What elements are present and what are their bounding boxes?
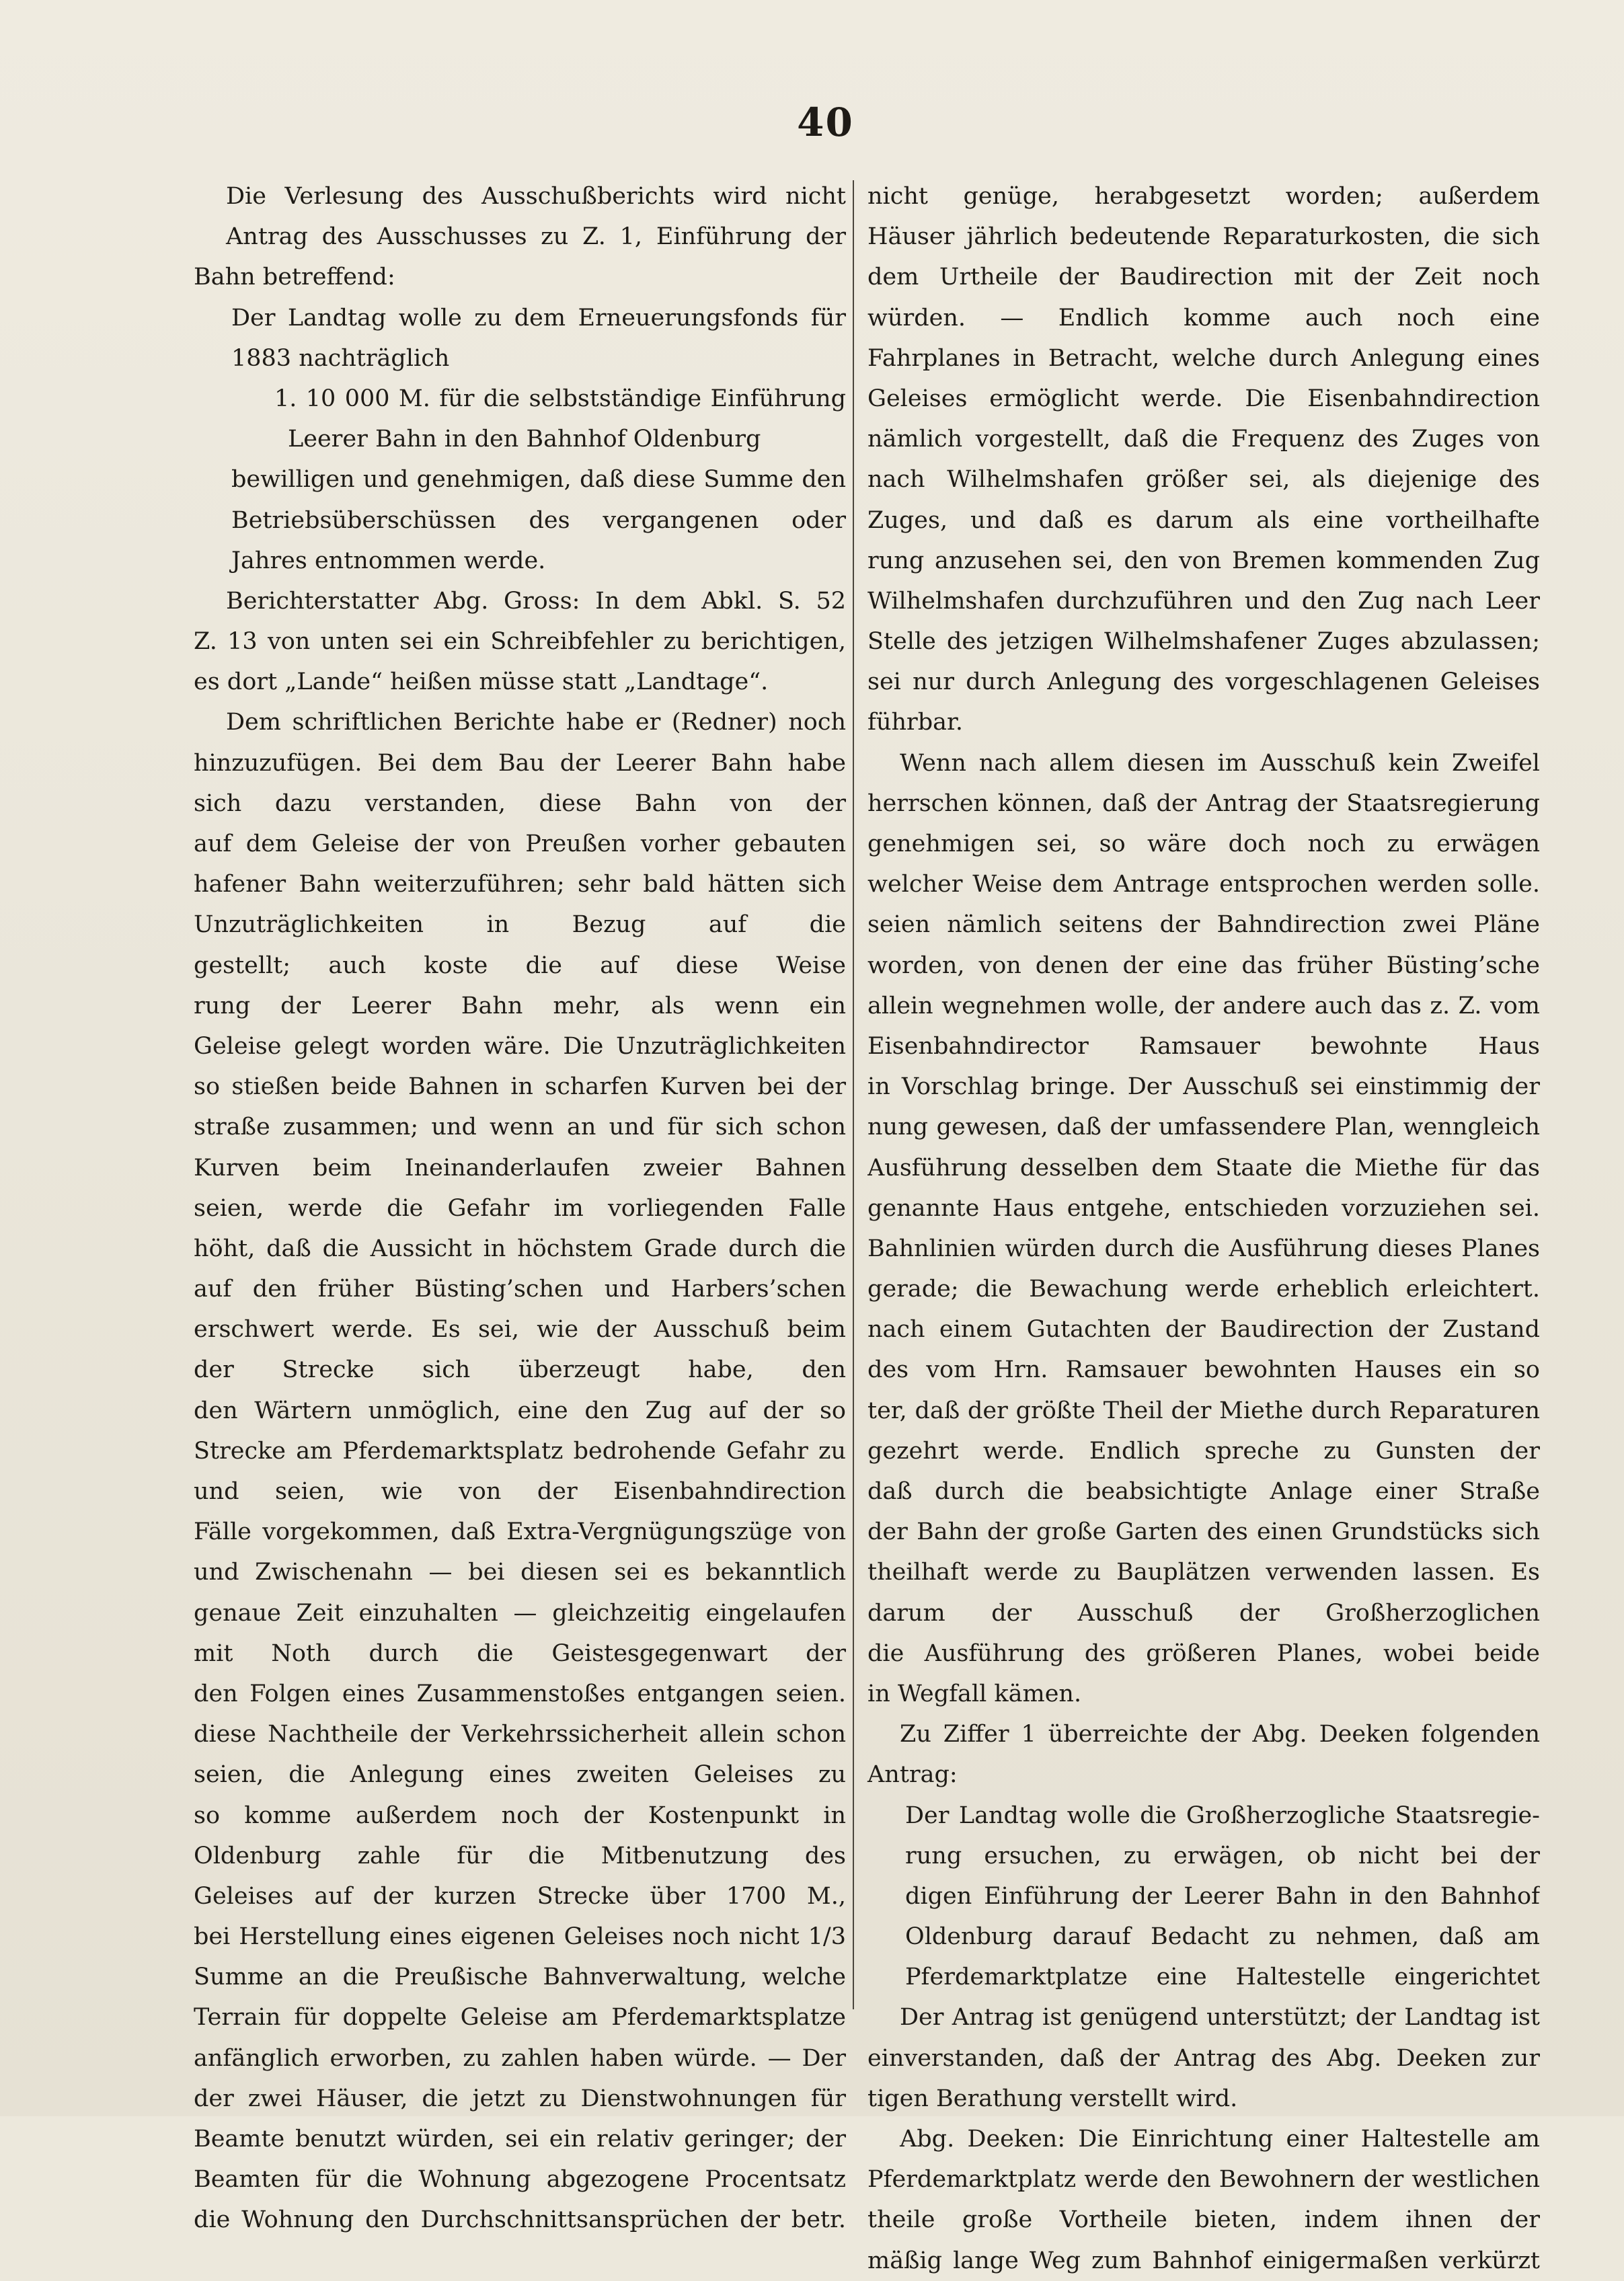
text-line: sei nur durch Anlegung des vorgeschlagenen Geleises: [867, 668, 1540, 696]
text-line: Geleises auf der kurzen Strecke über 1700 M.,: [194, 1882, 846, 1910]
text-line: Der Landtag wolle die Großherzogliche Staatsregie-: [905, 1802, 1540, 1829]
text-line: ter, daß der größte Theil der Miethe durch Reparaturen: [867, 1397, 1540, 1424]
text-line: nach Wilhelmshafen größer sei, als diejenige des: [867, 466, 1540, 494]
text-line: Jahres entnommen werde.: [231, 547, 546, 574]
text-line: diese Nachtheile der Verkehrssicherheit allein schon: [194, 1721, 846, 1748]
text-line: Eisenbahndirector Ramsauer bewohnte Haus: [867, 1032, 1540, 1060]
text-line: in Vorschlag bringe. Der Ausschuß sei einstimmig der: [867, 1073, 1540, 1101]
text-line: Die Verlesung des Ausschußberichts wird nicht: [226, 183, 846, 210]
text-line: seien, werde die Gefahr im vorliegenden Falle: [194, 1194, 846, 1222]
text-line: Abg. Deeken: Die Einrichtung einer Haltestelle am: [900, 2126, 1540, 2153]
text-line: Stelle des jetzigen Wilhelmshafener Zuges abzulassen;: [867, 628, 1540, 656]
text-line: Oldenburg darauf Bedacht zu nehmen, daß am: [905, 1923, 1540, 1951]
text-line: darum der Ausschuß der Großherzoglichen: [867, 1599, 1540, 1627]
text-line: Zu Ziffer 1 überreichte der Abg. Deeken folgenden: [900, 1721, 1540, 1748]
text-line: Der Antrag ist genügend unterstützt; der Landtag ist: [900, 2004, 1540, 2032]
text-line: theile große Vortheile bieten, indem ihnen der: [867, 2206, 1540, 2234]
text-line: Antrag:: [867, 1761, 958, 1789]
text-line: Terrain für doppelte Geleise am Pferdemarktsplatze: [194, 2004, 846, 2032]
text-line: einverstanden, daß der Antrag des Abg. Deeken zur: [867, 2044, 1540, 2072]
text-line: gestellt; auch koste die auf diese Weise: [194, 952, 846, 979]
text-line: und Zwischenahn — bei diesen sei es bekanntlich: [194, 1559, 846, 1586]
text-line: seien nämlich seitens der Bahndirection zwei Pläne: [867, 911, 1540, 939]
text-line: höht, daß die Aussicht in höchstem Grade durch die: [194, 1235, 846, 1262]
text-line: digen Einführung der Leerer Bahn in den Bahnhof: [905, 1882, 1540, 1910]
text-line: mäßig lange Weg zum Bahnhof einigermaßen verkürzt: [867, 2247, 1540, 2274]
text-line: Dem schriftlichen Berichte habe er (Redner) noch: [226, 709, 846, 736]
text-line: genannte Haus entgehe, entschieden vorzuziehen sei.: [867, 1194, 1540, 1222]
text-line: 1. 10 000 M. für die selbstständige Einführung: [274, 385, 846, 412]
text-line: herrschen können, daß der Antrag der Staatsregierung: [867, 789, 1540, 817]
text-line: bei Herstellung eines eigenen Geleises noch nicht 1/3: [194, 1923, 846, 1951]
text-line: Betriebsüberschüssen des vergangenen oder: [231, 506, 846, 534]
text-line: Geleise gelegt worden wäre. Die Unzuträglichkeiten: [194, 1032, 846, 1060]
column-divider: [853, 180, 854, 2009]
text-line: Fälle vorgekommen, daß Extra-Vergnügungszüge von: [194, 1518, 846, 1546]
text-line: Geleises ermöglicht werde. Die Eisenbahndirection: [867, 385, 1540, 412]
text-line: Kurven beim Ineinanderlaufen zweier Bahnen: [194, 1154, 846, 1182]
text-line: Pferdemarktplatze eine Haltestelle eingerichtet: [905, 1964, 1540, 1991]
text-line: gezehrt werde. Endlich spreche zu Gunsten der: [867, 1437, 1540, 1465]
text-line: 1883 nachträglich: [231, 344, 450, 372]
text-line: Fahrplanes in Betracht, welche durch Anlegung eines: [867, 344, 1540, 372]
text-line: Pferdemarktplatz werde den Bewohnern der westlichen: [867, 2166, 1540, 2194]
page-number: 40: [797, 100, 854, 145]
left-text-column: [194, 176, 846, 2241]
text-line: Beamte benutzt würden, sei ein relativ geringer; der: [194, 2126, 846, 2153]
text-line: der Strecke sich überzeugt habe, den: [194, 1356, 846, 1384]
text-line: allein wegnehmen wolle, der andere auch das z. Z. vom: [867, 992, 1540, 1019]
text-line: tigen Berathung verstellt wird.: [867, 2085, 1238, 2112]
text-line: Z. 13 von unten sei ein Schreibfehler zu berichtigen,: [194, 628, 846, 656]
text-line: daß durch die beabsichtigte Anlage einer Straße: [867, 1478, 1540, 1505]
text-line: Beamten für die Wohnung abgezogene Procentsatz: [194, 2166, 846, 2194]
text-line: des vom Hrn. Ramsauer bewohnten Hauses ein so: [867, 1356, 1540, 1384]
text-line: Wenn nach allem diesen im Ausschuß kein Zweifel: [900, 749, 1540, 777]
text-line: würden. — Endlich komme auch noch eine: [867, 304, 1540, 332]
text-line: mit Noth durch die Geistesgegenwart der: [194, 1639, 846, 1667]
text-line: den Wärtern unmöglich, eine den Zug auf der so: [194, 1397, 846, 1424]
text-line: hinzuzufügen. Bei dem Bau der Leerer Bahn habe: [194, 749, 846, 777]
text-line: straße zusammen; und wenn an und für sich schon: [194, 1114, 846, 1141]
text-line: Berichterstatter Abg. Gross: In dem Abkl. S. 52: [226, 587, 846, 615]
text-line: nicht genüge, herabgesetzt worden; außerdem: [867, 183, 1540, 210]
text-line: der Bahn der große Garten des einen Grundstücks sich: [867, 1518, 1540, 1546]
text-line: rung anzusehen sei, den von Bremen kommenden Zug: [867, 547, 1540, 574]
text-line: worden, von denen der eine das früher Büsting’sche: [867, 952, 1540, 979]
text-line: die Ausführung des größeren Planes, wobei beide: [867, 1639, 1540, 1667]
text-line: es dort „Lande“ heißen müsse statt „Landtage“.: [194, 668, 769, 696]
text-line: seien, die Anlegung eines zweiten Geleises zu: [194, 1761, 846, 1789]
text-line: sich dazu verstanden, diese Bahn von der: [194, 789, 846, 817]
text-line: Zuges, und daß es darum als eine vortheilhafte: [867, 506, 1540, 534]
text-line: hafener Bahn weiterzuführen; sehr bald hätten sich: [194, 871, 846, 898]
text-line: Unzuträglichkeiten in Bezug auf die: [194, 911, 846, 939]
text-line: Oldenburg zahle für die Mitbenutzung des: [194, 1842, 846, 1869]
text-line: Summe an die Preußische Bahnverwaltung, welche: [194, 1964, 846, 1991]
text-line: genehmigen sei, so wäre doch noch zu erwägen: [867, 830, 1540, 857]
text-line: Wilhelmshafen durchzuführen und den Zug nach Leer: [867, 587, 1540, 615]
text-line: führbar.: [867, 709, 964, 736]
text-line: anfänglich erworben, zu zahlen haben würde. — Der: [194, 2044, 846, 2072]
text-line: nach einem Gutachten der Baudirection der Zustand: [867, 1316, 1540, 1344]
text-line: rung ersuchen, zu erwägen, ob nicht bei der: [905, 1842, 1540, 1869]
text-line: nung gewesen, daß der umfassendere Plan, wenngleich: [867, 1114, 1540, 1141]
text-line: und seien, wie von der Eisenbahndirection: [194, 1478, 846, 1505]
text-line: Häuser jährlich bedeutende Reparaturkosten, die sich: [867, 223, 1540, 251]
text-line: den Folgen eines Zusammenstoßes entgangen seien.: [194, 1680, 846, 1707]
text-line: auf dem Geleise der von Preußen vorher gebauten: [194, 830, 846, 857]
text-line: nämlich vorgestellt, daß die Frequenz des Zuges von: [867, 426, 1540, 453]
text-line: theilhaft werde zu Bauplätzen verwenden lassen. Es: [867, 1559, 1540, 1586]
text-line: der zwei Häuser, die jetzt zu Dienstwohnungen für: [194, 2085, 846, 2112]
text-line: rung der Leerer Bahn mehr, als wenn ein: [194, 992, 846, 1019]
text-line: Leerer Bahn in den Bahnhof Oldenburg: [288, 426, 761, 453]
text-line: Strecke am Pferdemarktsplatz bedrohende Gefahr zu: [194, 1437, 846, 1465]
text-line: in Wegfall kämen.: [867, 1680, 1082, 1707]
text-line: gerade; die Bewachung werde erheblich erleichtert.: [867, 1276, 1540, 1303]
text-line: Bahn betreffend:: [194, 264, 395, 291]
text-line: Ausführung desselben dem Staate die Miethe für das: [867, 1154, 1540, 1182]
text-line: bewilligen und genehmigen, daß diese Summe den: [231, 466, 846, 494]
text-line: auf den früher Büsting’schen und Harbers’schen: [194, 1276, 846, 1303]
text-line: Der Landtag wolle zu dem Erneuerungsfonds für: [231, 304, 846, 332]
text-line: so stießen beide Bahnen in scharfen Kurven bei der: [194, 1073, 846, 1101]
text-line: erschwert werde. Es sei, wie der Ausschuß beim: [194, 1316, 846, 1344]
right-text-column: [867, 176, 1540, 2281]
text-line: welcher Weise dem Antrage entsprochen werden solle.: [867, 871, 1540, 898]
text-line: dem Urtheile der Baudirection mit der Zeit noch: [867, 264, 1540, 291]
text-line: die Wohnung den Durchschnittsansprüchen der betr.: [194, 2206, 846, 2234]
text-line: Antrag des Ausschusses zu Z. 1, Einführung der: [226, 223, 846, 251]
text-line: genaue Zeit einzuhalten — gleichzeitig eingelaufen: [194, 1599, 846, 1627]
text-line: Bahnlinien würden durch die Ausführung dieses Planes: [867, 1235, 1540, 1262]
text-line: so komme außerdem noch der Kostenpunkt in: [194, 1802, 846, 1829]
